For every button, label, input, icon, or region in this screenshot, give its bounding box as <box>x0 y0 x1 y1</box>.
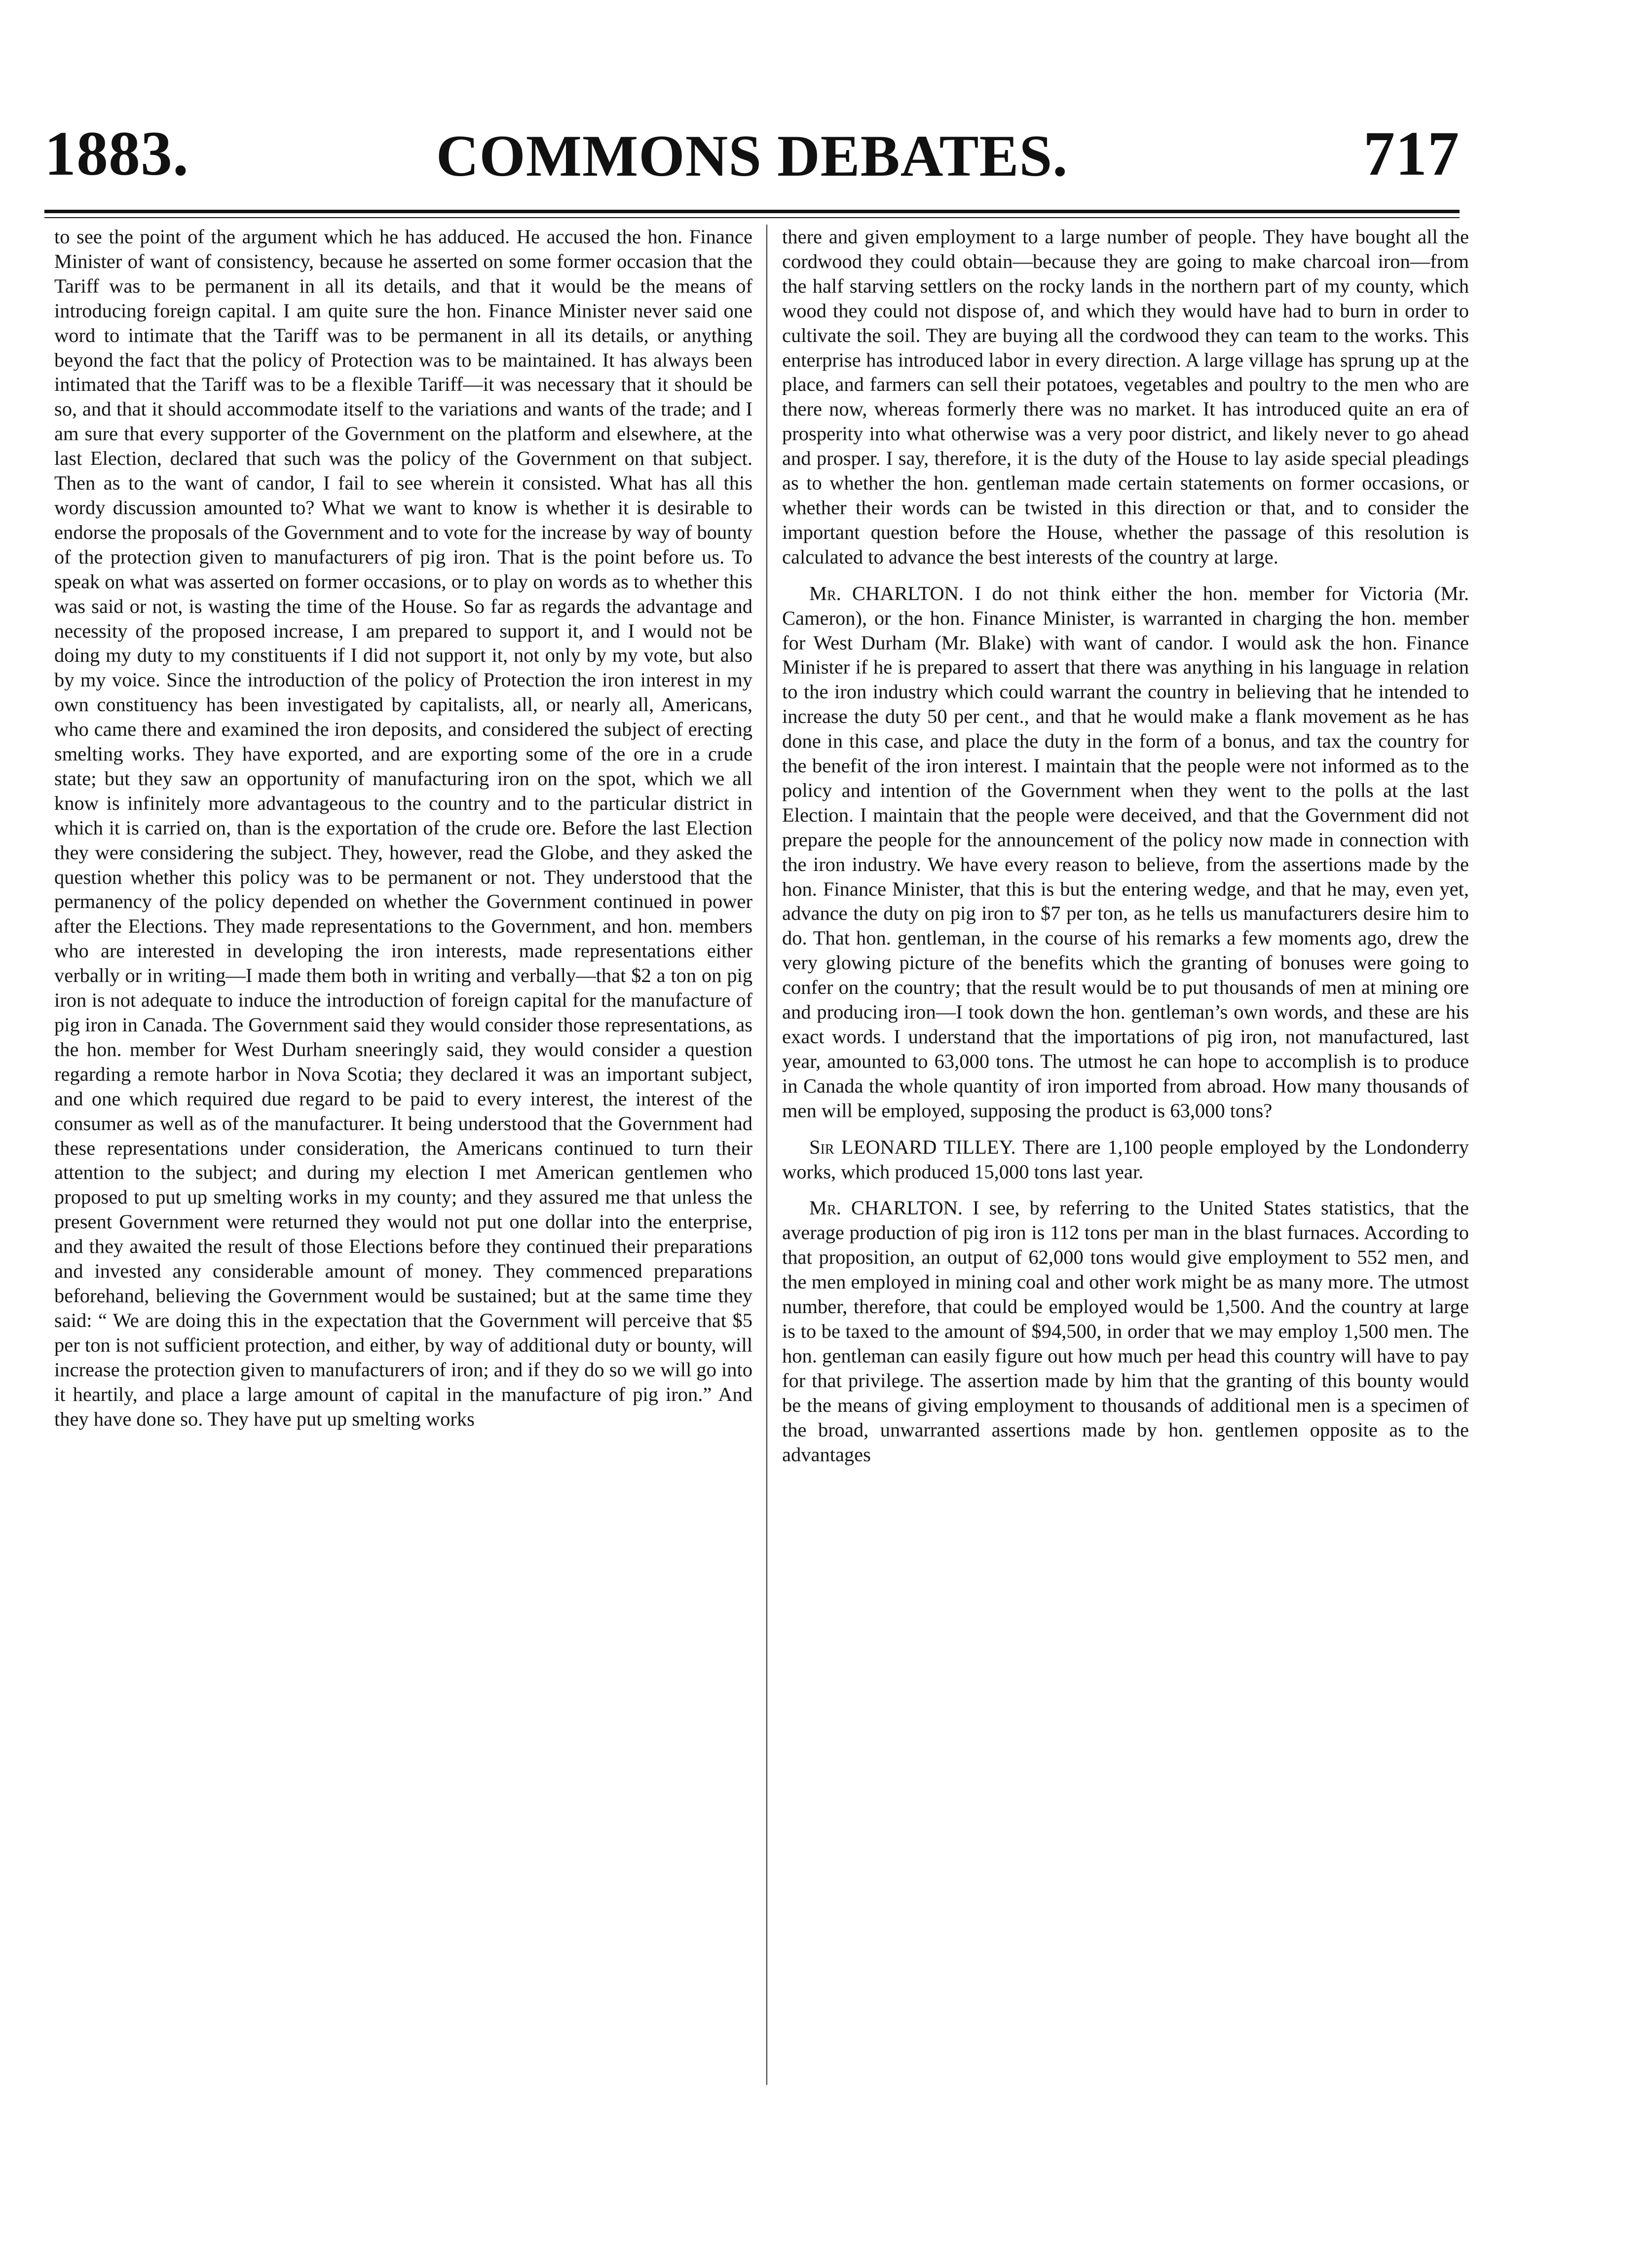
header-rule-thin <box>44 217 1460 218</box>
left-column <box>54 225 752 2090</box>
speaker-name: Mr. CHARLTON. <box>809 582 964 604</box>
page-header <box>44 116 1460 200</box>
header-title: COMMONS DEBATES. <box>436 123 1068 189</box>
speech-charlton-2 <box>782 1196 1469 1467</box>
speech-text: I do not think either the hon. member for Victoria (Mr. Cameron), or the hon. Finance Minister, is warranted in charging the hon. member for West Durham (Mr. Blake) with want of candor. I would ask the hon. Finance Minister if he is prepared to assert that there was anything in his language in relation to the iron industry which could warrant the country in believing that he intended to increase the duty 50 per cent., and that he would make a flank movement as he has done in this case, and place the duty in the form of a bonus, and tax the country for the benefit of the iron interest. I maintain that the people were not informed as to the policy and intention of the Government when they went to the polls at the last Election. I maintain that the people were deceived, and that the Government did not prepare the people for the announcement of the policy now made in connection with the iron industry. We have every reason to believe, from the assertions made by the hon. Finance Minister, that this is but the entering wedge, and that he may, even yet, advance the duty on pig iron to $7 per ton, as he tells us manufacturers desire him to do. That hon. gentleman, in the course of his remarks a few moments ago, drew the very glowing picture of the benefits which the granting of bonuses were going to confer on the country; that the result would be to put thousands of men at mining ore and producing iron—I took down the hon. gentleman’s own words, and these are his exact words. I understand that the importations of pig iron, not manufactured, last year, amounted to 63,000 tons. The utmost he can hope to accomplish is to produce in Canada the whole quantity of iron imported from abroad. How many thousands of men will be employed, supposing the product is 63,000 tons? <box>782 582 1469 1122</box>
speaker-name: Sir LEONARD TILLEY. <box>809 1135 1016 1158</box>
header-rule <box>44 210 1460 213</box>
header-year: 1883. <box>44 118 189 189</box>
speech-charlton-1 <box>782 581 1469 1123</box>
speech-text: There are 1,100 people employed by the Londonderry works, which produced 15,000 tons last year. <box>782 1135 1469 1183</box>
left-column-paragraph: to see the point of the argument which he has adduced. He accused the hon. Finance Minister of want of consistency, because he asserted on some former occasion that the Tariff was to be permanent in all its details, and that it would be the means of introducing foreign capital. I am quite sure the hon. Finance Minister never said one word to intimate that the Tariff was to be permanent in all its details, or anything beyond the fact that the policy of Protection was to be maintained. It has always been intimated that the Tariff was to be a flexible Tariff—it was necessary that it should be so, and that it should accommodate itself to the variations and wants of the trade; and I am sure that every supporter of the Government on the platform and elsewhere, at the last Election, declared that such was the policy of the Government on that subject. Then as to the want of candor, I fail to see wherein it consisted. What has all this wordy discussion amounted to? What we want to know is whether it is desirable to endorse the proposals of the Government and to vote for the increase by way of bounty of the protection given to manufacturers of pig iron. That is the point before us. To speak on what was asserted on former occasions, or to play on words as to whether this was said or not, is wasting the time of the House. So far as regards the advantage and necessity of the proposed increase, I am prepared to support it, and I would not be doing my duty to my constituents if I did not support it, not only by my vote, but also by my voice. Since the introduction of the policy of Protection the iron interest in my own constituency has been investigated by capitalists, all, or nearly all, Americans, who came there and examined the iron deposits, and considered the subject of erecting smelting works. They have exported, and are exporting some of the ore in a crude state; but they saw an opportunity of manufacturing iron on the spot, which we all know is infinitely more advantageous to the country and to the particular district in which it is carried on, than is the exportation of the crude ore. Before the last Election they were considering the subject. They, however, read the Globe, and they asked the question whether this policy was to be permanent or not. They understood that the permanency of the policy depended on whether the Government continued in power after the Elections. They made representations to the Government, and hon. members who are interested in developing the iron interests, made representations either verbally or in writing—I made them both in writing and verbally—that $2 a ton on pig iron is not adequate to induce the introduction of foreign capital for the manufacture of pig iron in Canada. The Government said they would consider those representations, as the hon. member for West Durham sneeringly said, they would consider a question regarding a remote harbor in Nova Scotia; they declared it was an important subject, and one which required due regard to be paid to every interest, the interest of the consumer as well as of the manufacturer. It being understood that the Government had these representations under consideration, the Americans continued to turn their attention to the subject; and during my election I met American gentlemen who proposed to put up smelting works in my county; and they assured me that unless the present Government were returned they would not put one dollar into the enterprise, and they awaited the result of those Elections before they continued their preparations and invested any considerable amount of money. They commenced preparations beforehand, believing the Government would be sustained; but at the same time they said: “ We are doing this in the expectation that the Government will perceive that $5 per ton is not sufficient protection, and either, by way of additional duty or bounty, will increase the protection given to manufacturers of iron; and if they do so we will go into it heartily, and place a large amount of capital in the manufacture of pig iron.” And they have done so. They have put up smelting works <box>54 226 752 1430</box>
column-divider <box>766 225 767 2085</box>
speech-text: I see, by referring to the United States statistics, that the average production of pig iron is 112 tons per man in the blast furnaces. According to that proposition, an output of 62,000 tons would give employment to 552 men, and the men employed in mining coal and other work might be as many more. The utmost number, therefore, that could be employed would be 1,500. And the country at large is to be taxed to the amount of $94,500, in order that we may employ 1,500 men. The hon. gentleman can easily figure out how much per head this country will have to pay for that privilege. The assertion made by him that the granting of this bounty would be the means of giving employment to thousands of additional men is a specimen of the broad, unwarranted assertions made by hon. gentlemen opposite as to the advantages <box>782 1197 1469 1466</box>
speaker-name: Mr. CHARLTON. <box>809 1197 963 1219</box>
right-column <box>782 225 1469 2090</box>
right-column-paragraph-1: there and given employment to a large number of people. They have bought all the cordwood they could obtain—because they are going to make charcoal iron—from the half starving settlers on the rocky lands in the northern part of my county, which wood they could not dispose of, and which they would have had to burn in order to cultivate the soil. They are buying all the cordwood they can team to the works. This enterprise has introduced labor in every direction. A large village has sprung up at the place, and farmers can sell their potatoes, vegetables and poultry to the men who are there now, whereas formerly there was no market. It has introduced quite an era of prosperity into what otherwise was a very poor district, and likely never to go ahead and prosper. I say, therefore, it is the duty of the House to lay aside special pleadings as to whether the hon. gentleman made certain statements on former occasions, or whether their words can be twisted in this direction or that, and to consider the important question before the House, whether the passage of this resolution is calculated to advance the best interests of the country at large. <box>782 226 1469 568</box>
speech-tilley <box>782 1135 1469 1184</box>
header-page-number: 717 <box>1363 118 1460 189</box>
